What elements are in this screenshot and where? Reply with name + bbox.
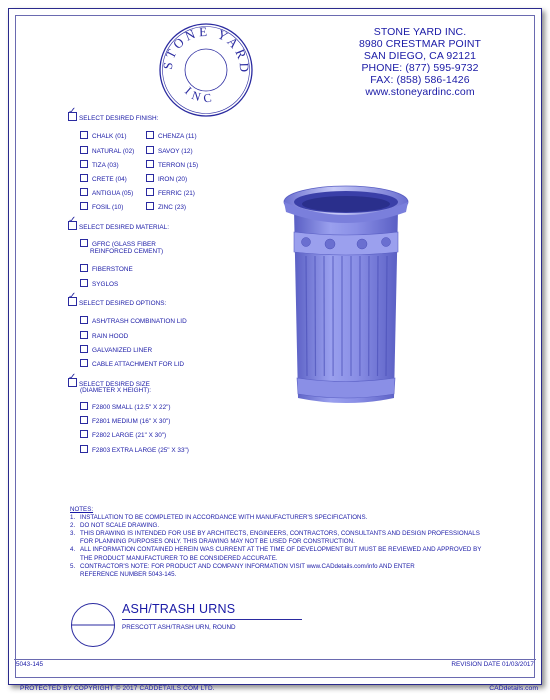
size-option[interactable]: F2801 MEDIUM (16" X 30") [80, 416, 170, 426]
copyright-notice: PROTECTED BY COPYRIGHT © 2017 CADDETAILS.COM LTD. [20, 685, 215, 692]
material-option-continued: REINFORCED CEMENT) [90, 248, 164, 255]
size-option[interactable]: F2800 SMALL (12.5" X 22") [80, 402, 171, 412]
section-marker-icon [70, 602, 116, 648]
title-block [70, 598, 510, 650]
checkbox-icon[interactable] [80, 188, 88, 196]
finish-option[interactable]: TERRON (15) [146, 160, 198, 170]
drawing-title: ASH/TRASH URNS [122, 602, 236, 616]
finish-heading: ✓SELECT DESIRED FINISH: [68, 112, 158, 123]
checkbox-icon[interactable] [80, 239, 88, 247]
checkbox-icon[interactable] [146, 188, 154, 196]
finish-option[interactable]: TIZA (03) [80, 160, 119, 170]
checkbox-icon[interactable] [80, 146, 88, 154]
drawing-subtitle: PRESCOTT ASH/TRASH URN, ROUND [122, 624, 236, 631]
material-option[interactable]: FIBERSTONE [80, 264, 133, 274]
note-line: THE PRODUCT MANUFACTURER TO BE CONSIDERED ACCURATE. [80, 554, 278, 562]
company-address-line-2: SAN DIEGO, CA 92121 [363, 50, 477, 62]
footer-divider [14, 659, 536, 660]
checkbox-icon[interactable] [80, 416, 88, 424]
urn-illustration [280, 180, 412, 412]
reference-code: 5043-145 [16, 661, 44, 668]
checkbox-icon[interactable] [80, 160, 88, 168]
svg-text:STONE YARD: STONE YARD [159, 23, 253, 76]
note-line: FOR PLANNING PURPOSES ONLY. THIS DRAWING MAY NOT BE USED FOR CONSTRUCTION. [80, 538, 355, 546]
options-item[interactable]: ASH/TRASH COMBINATION LID [80, 316, 187, 326]
checked-checkbox-icon[interactable] [68, 378, 77, 387]
finish-option[interactable]: IRON (20) [146, 174, 187, 184]
checkbox-icon[interactable] [146, 174, 154, 182]
checkbox-icon[interactable] [146, 160, 154, 168]
finish-option[interactable]: CRETE (04) [80, 174, 127, 184]
note-line: 5. CONTRACTOR'S NOTE: FOR PRODUCT AND COMPANY INFORMATION VISIT www.CADdetails.com/info AND ENTER [70, 562, 415, 570]
size-heading: ✓SELECT DESIRED SIZE [68, 378, 150, 389]
notes-heading: NOTES: [70, 506, 94, 513]
options-item[interactable]: RAIN HOOD [80, 331, 128, 341]
note-line: REFERENCE NUMBER 5043-145. [80, 570, 177, 578]
checkbox-icon[interactable] [80, 345, 88, 353]
checkbox-icon[interactable] [146, 202, 154, 210]
revision-date: REVISION DATE 01/03/2017 [451, 661, 534, 668]
note-line: 2. DO NOT SCALE DRAWING. [70, 522, 160, 530]
checkbox-icon[interactable] [80, 331, 88, 339]
checkbox-icon[interactable] [80, 202, 88, 210]
finish-option[interactable]: FOSIL (10) [80, 202, 123, 212]
finish-option[interactable]: NATURAL (02) [80, 146, 134, 156]
note-line: 1. INSTALLATION TO BE COMPLETED IN ACCORDANCE WITH MANUFACTURER'S SPECIFICATIONS. [70, 514, 368, 522]
options-item[interactable]: GALVANIZED LINER [80, 345, 152, 355]
checkbox-icon[interactable] [80, 264, 88, 272]
finish-option[interactable]: CHALK (01) [80, 131, 126, 141]
options-heading: ✓SELECT DESIRED OPTIONS: [68, 297, 166, 308]
finish-option[interactable]: ANTIGUA (05) [80, 188, 133, 198]
checkbox-icon[interactable] [80, 316, 88, 324]
finish-option[interactable]: ZINC (23) [146, 202, 186, 212]
notes-section [70, 506, 510, 579]
checkbox-icon[interactable] [146, 131, 154, 139]
size-heading-sub: (DIAMETER X HEIGHT): [80, 387, 152, 394]
title-underline [122, 619, 302, 620]
checked-checkbox-icon[interactable] [68, 297, 77, 306]
company-phone: PHONE: (877) 595-9732 [361, 62, 479, 74]
checkbox-icon[interactable] [80, 359, 88, 367]
checkbox-icon[interactable] [80, 430, 88, 438]
material-option[interactable]: GFRC (GLASS FIBER [80, 239, 156, 249]
company-info [350, 26, 490, 98]
checkbox-icon[interactable] [80, 174, 88, 182]
company-fax: FAX: (858) 586-1426 [370, 74, 470, 86]
company-website[interactable]: www.stoneyardinc.com [365, 86, 475, 98]
finish-option[interactable]: CHENZA (11) [146, 131, 197, 141]
size-option[interactable]: F2802 LARGE (21" X 30") [80, 430, 166, 440]
material-option[interactable]: SYGLOS [80, 279, 118, 289]
note-line: 3. THIS DRAWING IS INTENDED FOR USE BY ARCHITECTS, ENGINEERS, CONTRACTORS, CONSULTANTS AND DESIGN PROFESSIONALS [70, 530, 480, 538]
company-address-line-1: 8980 CRESTMAR POINT [358, 38, 482, 50]
options-item[interactable]: CABLE ATTACHMENT FOR LID [80, 359, 184, 369]
checkbox-icon[interactable] [80, 445, 88, 453]
finish-option[interactable]: FERRIC (21) [146, 188, 195, 198]
svg-text:INC: INC [182, 83, 218, 106]
stone-yard-logo [158, 22, 254, 118]
checkbox-icon[interactable] [146, 146, 154, 154]
checked-checkbox-icon[interactable] [68, 221, 77, 230]
checkbox-icon[interactable] [80, 131, 88, 139]
caddetails-link[interactable]: CADdetails.com [489, 685, 538, 692]
checkbox-icon[interactable] [80, 402, 88, 410]
material-heading: ✓SELECT DESIRED MATERIAL: [68, 221, 169, 232]
note-line: 4. ALL INFORMATION CONTAINED HEREIN WAS CURRENT AT THE TIME OF DEVELOPMENT BUT MUST BE REVIEWED AND APPROVED BY [70, 546, 482, 554]
checked-checkbox-icon[interactable] [68, 112, 77, 121]
checkbox-icon[interactable] [80, 279, 88, 287]
size-option[interactable]: F2803 EXTRA LARGE (25" X 33") [80, 445, 189, 455]
finish-option[interactable]: SAVOY (12) [146, 146, 193, 156]
company-name: STONE YARD INC. [373, 26, 467, 38]
